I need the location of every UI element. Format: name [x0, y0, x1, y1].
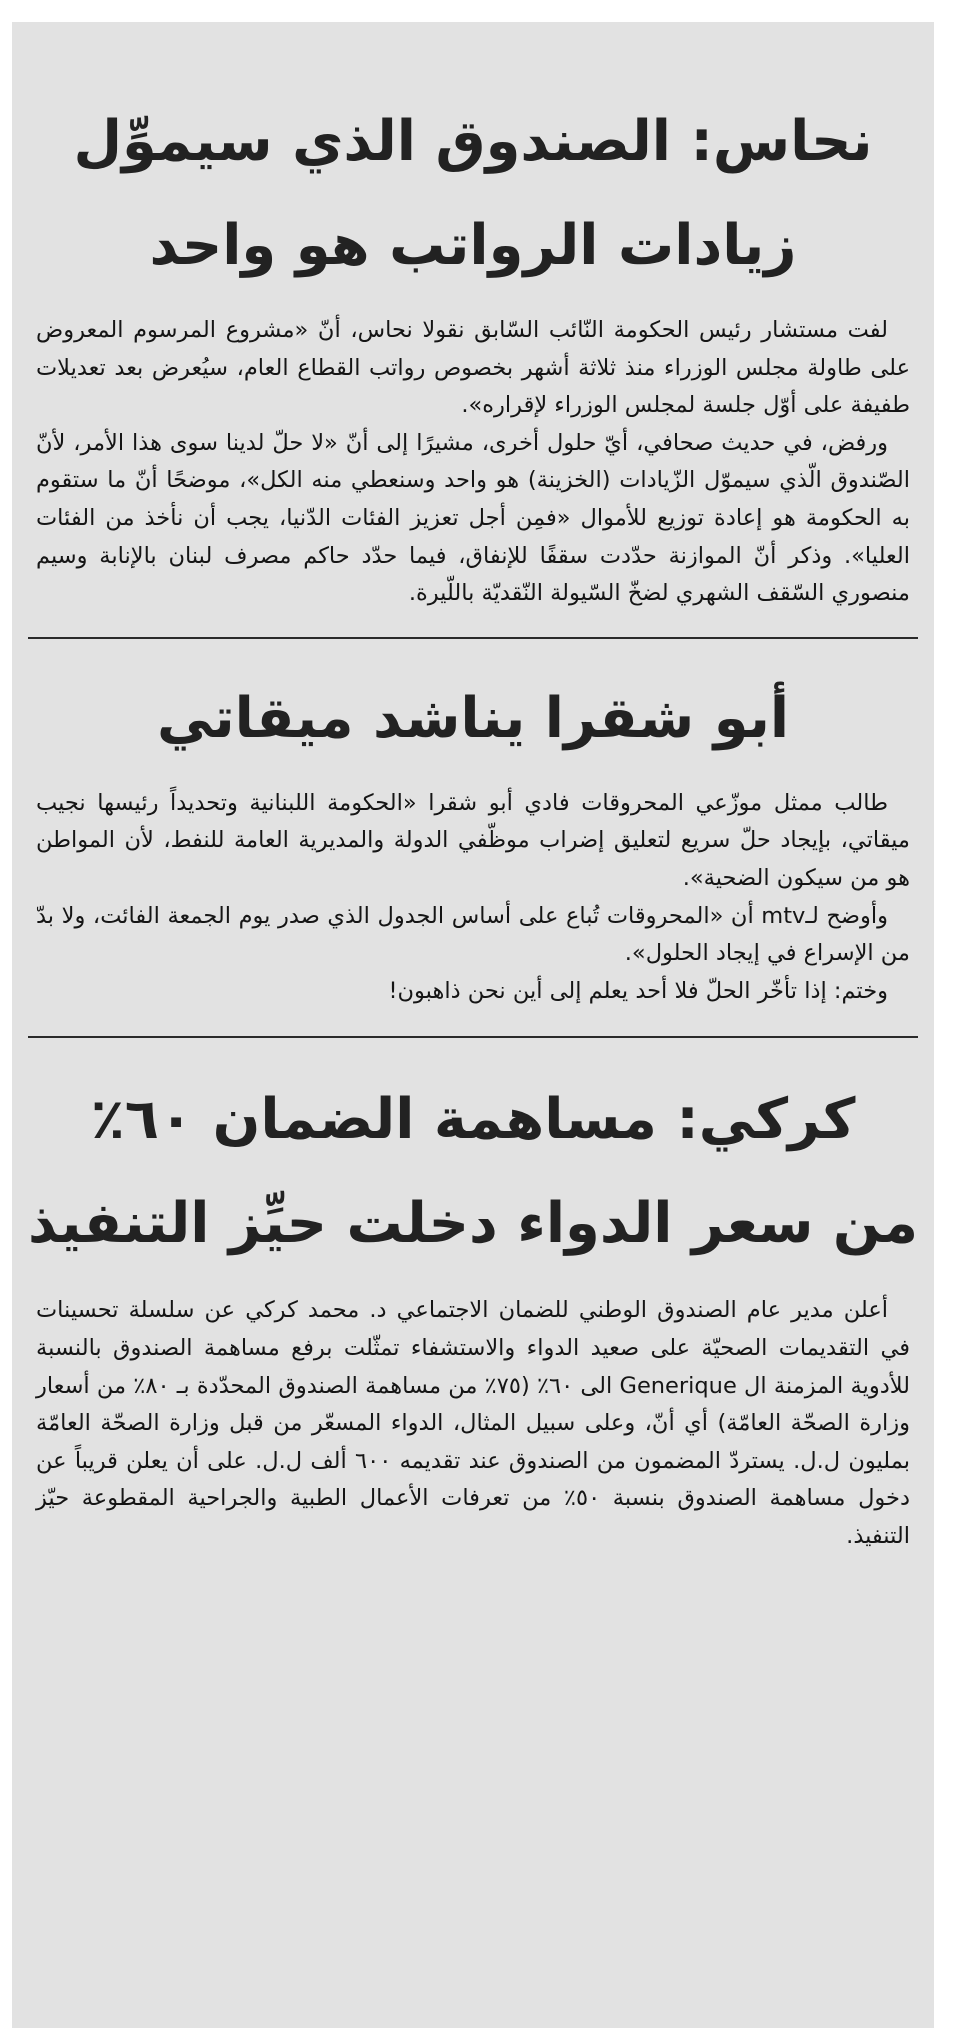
- article-karaki-body: [36, 1292, 910, 1555]
- paragraph: لفت مستشار رئيس الحكومة النّائب السّابق نقولا نحاس، أنّ «مشروع المرسوم المعروض على طاولة مجلس الوزراء منذ ثلاثة أشهر بخصوص رواتب القطاع العام، سيُعرض بعد تعديلات طفيفة على أوّل جلسة لمجلس الوزراء لإقراره».: [36, 317, 910, 419]
- article-abou-chakra: [12, 639, 934, 1011]
- article-nahhas-headline: [12, 22, 934, 298]
- article-nahhas-body: [36, 312, 910, 613]
- newspaper-page: [12, 22, 934, 2028]
- headline-line-2: من سعر الدواء دخلت حيِّز التنفيذ: [27, 1191, 918, 1257]
- article-karaki: [12, 1038, 934, 1555]
- paragraph: طالب ممثل موزّعي المحروقات فادي أبو شقرا «الحكومة اللبنانية وتحديداً رئيسها نجيب ميقاتي، بإيجاد حلّ سريع لتعليق إضراب موظّفي الدولة والمديرية العامة للنفط، لأن المواطن هو من سيكون الضحية».: [36, 789, 910, 891]
- headline-line-1: نحاس: الصندوق الذي سيموِّل: [73, 109, 873, 174]
- article-abou-chakra-headline: [12, 639, 934, 769]
- headline-line-2: زيادات الرواتب هو واحد: [149, 213, 797, 278]
- paragraph: وختم: إذا تأخّر الحلّ فلا أحد يعلم إلى أين نحن ذاهبون!: [388, 977, 888, 1004]
- article-abou-chakra-body: [36, 785, 910, 1011]
- paragraph: وأوضح لـmtv أن «المحروقات تُباع على أساس الجدول الذي صدر يوم الجمعة الفائت، ولا بدّ من الإسراع في إيجاد الحلول».: [36, 902, 910, 967]
- paragraph: أعلن مدير عام الصندوق الوطني للضمان الاجتماعي د. محمد كركي عن سلسلة تحسينات في التقديمات الصحيّة على صعيد الدواء والاستشفاء تمثّلت برفع مساهمة الصندوق بالنسبة للأدوية المزمنة ال Generique الى ٦٠٪ (٧٥٪ من مساهمة الصندوق المحدّدة بـ ٨٠٪ من أسعار وزارة الصحّة العامّة) أي أنّ، وعلى سبيل المثال، الدواء المسعّر من قبل وزارة الصحّة العامّة بمليون ل.ل. يستردّ المضمون من الصندوق عند تقديمه ٦٠٠ ألف ل.ل. على أن يعلن قريباً عن دخول مساهمة الصندوق بنسبة ٥٠٪ من تعرفات الأعمال الطبية والجراحية المقطوعة حيّز التنفيذ.: [36, 1297, 910, 1549]
- headline-line-1: أبو شقرا يناشد ميقاتي: [156, 685, 790, 751]
- article-nahhas: [12, 22, 934, 613]
- article-karaki-headline: [12, 1038, 934, 1276]
- paragraph: ورفض، في حديث صحافي، أيّ حلول أخرى، مشيرًا إلى أنّ «لا حلّ لدينا سوى هذا الأمر، لأنّ الصّندوق الّذي سيموّل الزّيادات (الخزينة) هو واحد وسنعطي منه الكل»، موضحًا أنّ ما ستقوم به الحكومة هو إعادة توزيع للأموال «فمِن أجل تعزيز الفئات الدّنيا، يجب أن نأخذ من الفئات العليا». وذكر أنّ الموازنة حدّدت سقفًا للإنفاق، فيما حدّد حاكم مصرف لبنان بالإنابة وسيم منصوري السّقف الشهري لضخّ السّيولة النّقديّة باللّيرة.: [36, 429, 910, 607]
- headline-line-1: كركي: مساهمة الضمان ٦٠٪: [90, 1087, 856, 1153]
